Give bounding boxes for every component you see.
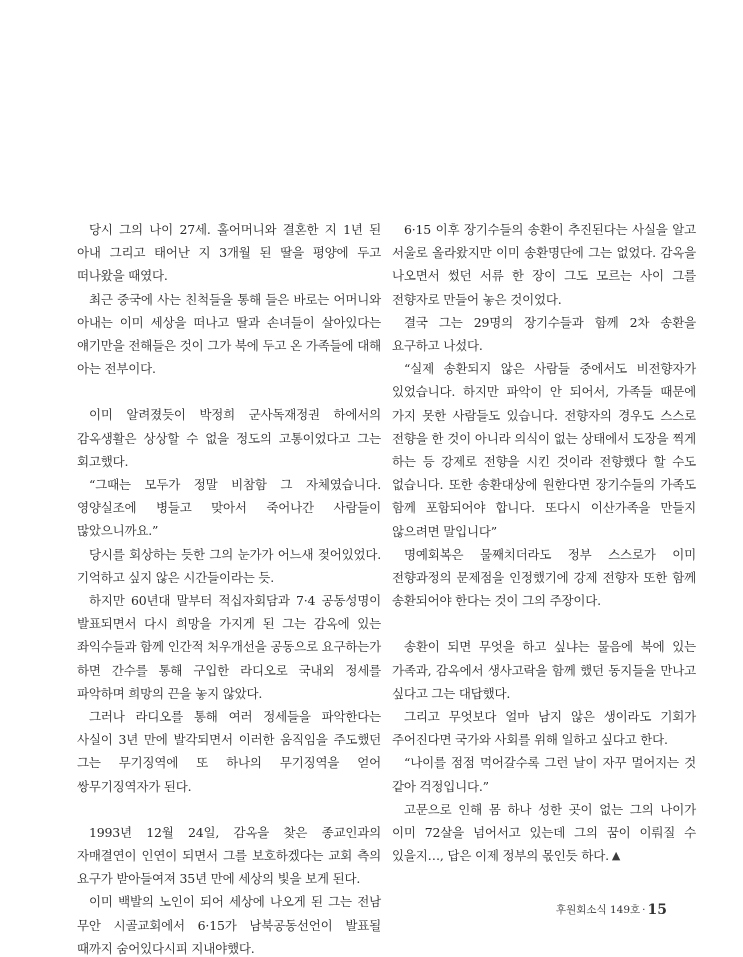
- quote-paragraph: “그때는 모두가 정말 비참함 그 자체였습니다. 영양실조에 병들고 맞아서 죽어나간 사람들이 많았으니까요.”: [77, 477, 381, 539]
- paragraph: 하지만 60년대 말부터 적십자회담과 7·4 공동성명이 발표되면서 다시 희망을 가지게 된 그는 감옥에 있는 좌익수들과 함께 인간적 처우개선을 공동으로 요구하는가 하면 간수를 통해 구입한 라디오로 국내외 정세를 파악하며 희망의 끈을 놓지 않았다.: [77, 593, 381, 701]
- paragraph: 이미 백발의 노인이 되어 세상에 나오게 된 그는 전남 무안 시골교회에서 6·15가 남북공동선언이 발표될 때까지 숨어있다시피 지내야했다.: [77, 894, 381, 956]
- paragraph: 당시를 회상하는 듯한 그의 눈가가 어느새 젖어있었다. 기억하고 싶지 않은 시간들이라는 듯.: [77, 546, 381, 585]
- paragraph: 그러나 라디오를 통해 여러 정세들을 파악한다는 사실이 3년 만에 발각되면서 이러한 움직임을 주도했던 그는 무기징역에 또 하나의 무기징역을 얻어 쌍무기징역자가 된다.: [77, 709, 381, 794]
- paragraph: 6·15 이후 장기수들의 송환이 추진된다는 사실을 알고 서울로 올라왔지만 이미 송환명단에 그는 없었다. 감옥을 나오면서 썼던 서류 한 장이 그도 모르는 사이 그를 전향자로 만들어 놓은 것이었다.: [392, 222, 696, 307]
- closing-paragraph-text: 고문으로 인해 몸 하나 성한 곳이 없는 그의 나이가 이미 72살을 넘어서고 있는데 그의 꿈이 이뤄질 수 있을지…, 답은 이제 정부의 몫인듯 하다.: [392, 801, 696, 864]
- quote-paragraph: “실제 송환되지 않은 사람들 중에서도 비전향자가 있었습니다. 하지만 파악이 안 되어서, 가족들 때문에 가지 못한 사람들도 있습니다. 전향자의 경우도 스스로 전향을 한 것이 아니라 의식이 없는 상태에서 도장을 찍게 하는 등 강제로 전향을 시킨 것이라 전향했다 할 수도 없습니다. 또한 송환대상에 원한다면 장기수들의 가족도 함께 포함되어야 합니다. 또다시 이산가족을 만들지 않으려면 말입니다”: [392, 361, 696, 539]
- paragraph: 명예회복은 물째치더라도 정부 스스로가 이미 전향과정의 문제점을 인정했기에 강제 전향자 또한 함께 송환되어야 한다는 것이 그의 주장이다.: [392, 546, 696, 609]
- page-number: 15: [647, 902, 667, 918]
- closing-paragraph: [392, 798, 696, 868]
- paragraph: 그리고 무엇보다 얼마 남지 않은 생이라도 기회가 주어진다면 국가와 사회를 위해 일하고 싶다고 한다.: [392, 709, 696, 748]
- separator-dot: ·: [642, 904, 646, 916]
- end-of-article-icon: ▲: [611, 849, 621, 863]
- paragraph: 이미 알려졌듯이 박정희 군사독재정권 하에서의 감옥생활은 상상할 수 없을 정도의 고통이었다고 그는 회고했다.: [77, 407, 381, 469]
- paragraph: 1993년 12월 24일, 감옥을 찾은 종교인과의 자매결연이 인연이 되면서 그를 보호하겠다는 교회 측의 요구가 받아들여져 35년 만에 세상의 빛을 보게 된다.: [77, 824, 381, 887]
- page-footer: [556, 902, 667, 918]
- quote-paragraph: “나이를 점점 먹어갈수록 그런 날이 자꾸 멀어지는 것 같아 걱정입니다.”: [392, 755, 696, 794]
- issue-number: 149호: [609, 904, 641, 916]
- publication-name: 후원회소식: [555, 904, 607, 916]
- paragraph: 당시 그의 나이 27세. 홀어머니와 결혼한 지 1년 된 아내 그리고 태어난 지 3개월 된 딸을 평양에 두고 떠나왔을 때였다.: [77, 222, 381, 284]
- right-text-column: [392, 218, 696, 867]
- left-text-column: [77, 218, 381, 957]
- paragraph: 송환이 되면 무엇을 하고 싶냐는 물음에 북에 있는 가족과, 감옥에서 생사고락을 함께 했던 동지들을 만나고 싶다고 그는 대답했다.: [392, 639, 696, 701]
- paragraph: 결국 그는 29명의 장기수들과 함께 2차 송환을 요구하고 나섰다.: [392, 314, 696, 354]
- paragraph: 최근 중국에 사는 친척들을 통해 들은 바로는 어머니와 아내는 이미 세상을 떠나고 딸과 손녀들이 살아있다는 얘기만을 전해들은 것이 그가 북에 두고 온 가족들에 대해 아는 전부이다.: [77, 291, 381, 377]
